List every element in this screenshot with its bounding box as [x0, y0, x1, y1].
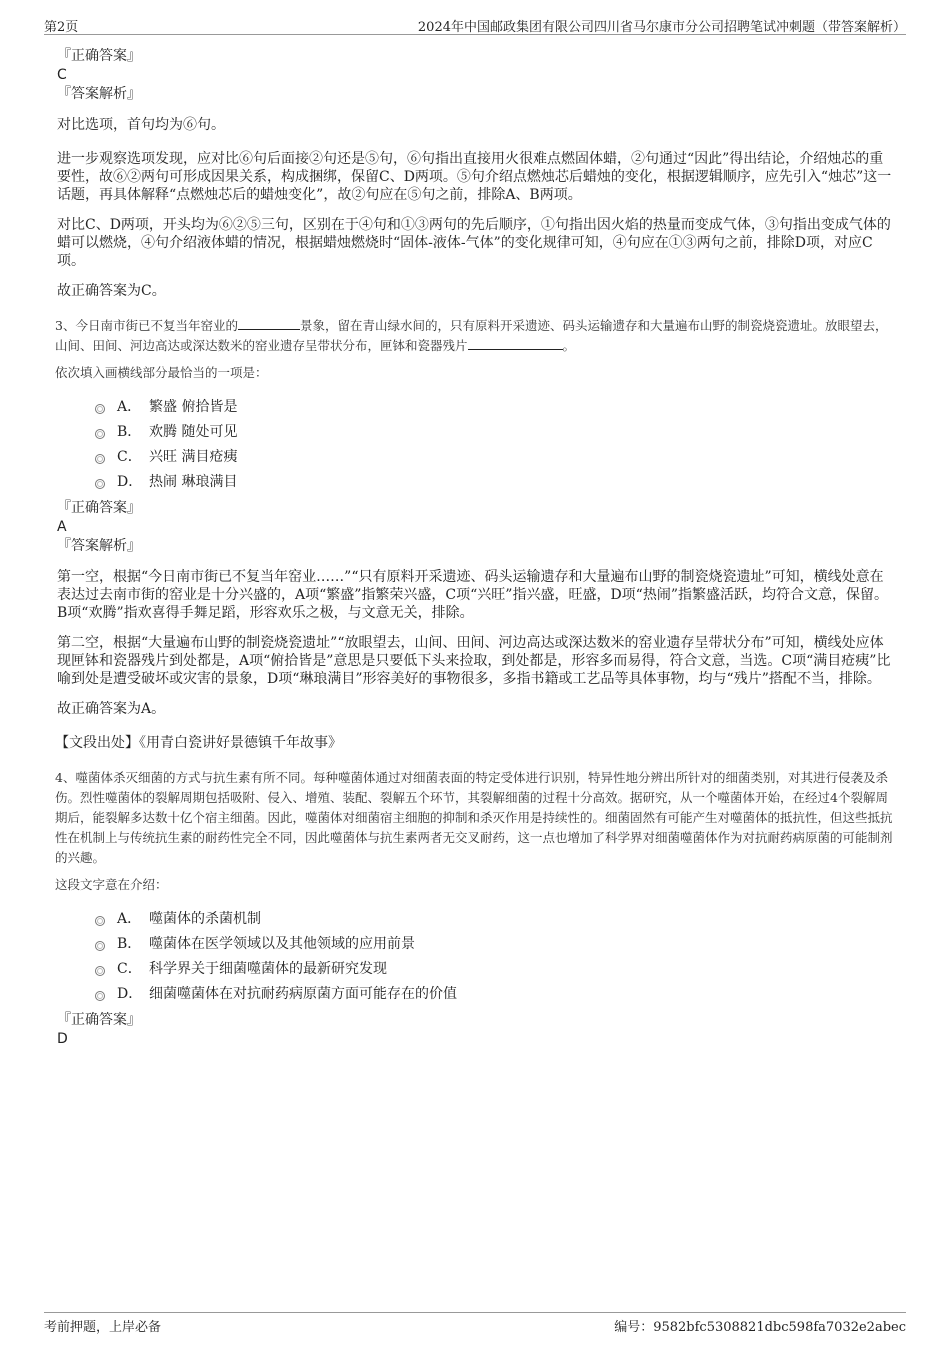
option-list — [95, 910, 895, 1010]
radio-icon[interactable] — [95, 941, 105, 951]
source-citation: 【文段出处】《用青白瓷讲好景德镇千年故事》 — [55, 735, 342, 751]
question-prompt: 这段文字意在介绍： — [55, 877, 168, 892]
answer-label: 『正确答案』 — [57, 48, 141, 64]
answer-value: D — [57, 1031, 68, 1047]
radio-icon[interactable] — [95, 991, 105, 1001]
fill-blank — [238, 317, 300, 330]
analysis-label: 『答案解析』 — [57, 538, 141, 554]
option-a[interactable]: A． 噬菌体的杀菌机制 — [95, 910, 895, 935]
page-header — [44, 14, 906, 35]
option-c[interactable]: C． 科学界关于细菌噬菌体的最新研究发现 — [95, 960, 895, 985]
page-footer — [44, 1312, 906, 1335]
option-a[interactable]: A． 繁盛 俯拾皆是 — [95, 398, 895, 423]
radio-icon[interactable] — [95, 429, 105, 439]
radio-icon[interactable] — [95, 404, 105, 414]
analysis-label: 『答案解析』 — [57, 86, 141, 102]
analysis-paragraph: 故正确答案为C。 — [57, 283, 166, 299]
footer-slogan: 考前押题，上岸必备 — [44, 1320, 162, 1335]
option-c[interactable]: C． 兴旺 满目疮痍 — [95, 448, 895, 473]
analysis-paragraph: 故正确答案为A。 — [57, 701, 166, 717]
option-b[interactable]: B． 欢腾 随处可见 — [95, 423, 895, 448]
analysis-paragraph: 第一空，根据“今日南市街已不复当年窑业……”“只有原料开采遗迹、码头运输遗存和大量遍布山野的制瓷烧瓷遗址”可知，横线处意在表达过去南市街的窑业是十分兴盛的，A项“繁盛”指繁荣兴盛，C项“兴旺”指兴盛，旺盛，D项“热闹”指繁盛活跃，均符合文意，保留。B项“欢腾”指欢喜得手舞足蹈，形容欢乐之极，与文意无关，排除。 — [57, 569, 888, 621]
option-list — [95, 398, 895, 498]
radio-icon[interactable] — [95, 454, 105, 464]
option-d[interactable]: D． 热闹 琳琅满目 — [95, 473, 895, 498]
question-stem: 4、噬菌体杀灭细菌的方式与抗生素有所不同。每种噬菌体通过对细菌表面的特定受体进行识别，特异性地分辨出所针对的细菌类别，对其进行侵袭及杀伤。烈性噬菌体的裂解周期包括吸附、侵入、增殖、装配、裂解五个环节，其裂解细菌的过程十分高效。据研究，从一个噬菌体开始，在经过4个裂解周期后，能裂解多达数十亿个宿主细菌。因此，噬菌体对细菌宿主细胞的抑制和杀灭作用是持续性的。细菌固然有可能产生对噬菌体的抵抗性，但这些抵抗性在机制上与传统抗生素的耐药性完全不同，因此噬菌体与抗生素两者无交叉耐药，这一点也增加了科学界对细菌噬菌体作为对抗耐药病原菌的可能制剂的兴趣。 — [55, 770, 893, 865]
main-content — [55, 46, 895, 1048]
radio-icon[interactable] — [95, 916, 105, 926]
question-prompt: 依次填入画横线部分最恰当的一项是： — [55, 365, 268, 380]
document-title: 2024年中国邮政集团有限公司四川省马尔康市分公司招聘笔试冲刺题（带答案解析） — [417, 20, 906, 35]
answer-label: 『正确答案』 — [57, 500, 141, 516]
option-b[interactable]: B． 噬菌体在医学领域以及其他领域的应用前景 — [95, 935, 895, 960]
answer-value: C — [57, 67, 67, 83]
analysis-paragraph: 对比选项，首句均为⑥句。 — [57, 117, 225, 133]
document-id: 编号：9582bfc5308821dbc598fa7032e2abec — [614, 1320, 906, 1335]
analysis-paragraph: 第二空，根据“大量遍布山野的制瓷烧瓷遗址”“放眼望去，山间、田间、河边高达或深达数米的窑业遗存呈带状分布”可知，横线处应体现匣钵和瓷器残片到处都是，A项“俯拾皆是”意思是只要低下头来捡取，到处都是，形容多而易得，符合文意，当选。C项“满目疮痍”比喻到处是遭受破坏或灾害的景象，D项“琳琅满目”形容美好的事物很多，多指书籍或工艺品等具体事物，均与“残片”搭配不当，排除。 — [57, 635, 891, 687]
radio-icon[interactable] — [95, 479, 105, 489]
option-d[interactable]: D． 细菌噬菌体在对抗耐药病原菌方面可能存在的价值 — [95, 985, 895, 1010]
analysis-paragraph: 进一步观察选项发现，应对比⑥句后面接②句还是⑤句，⑥句指出直接用火很难点燃固体蜡，②句通过“因此”得出结论，介绍烛芯的重要性，故⑥②两句可形成因果关系，构成捆绑，保留C、D两项。⑤句介绍点燃烛芯后蜡烛的变化，根据逻辑顺序，应先引入“烛芯”这一话题，再具体解释“点燃烛芯后的蜡烛变化”，故②句应在⑤句之前，排除A、B两项。 — [57, 151, 892, 203]
answer-label: 『正确答案』 — [57, 1012, 141, 1028]
radio-icon[interactable] — [95, 966, 105, 976]
fill-blank — [468, 337, 563, 350]
question-stem: 3、今日南市街已不复当年窑业的 景象，留在青山绿水间的，只有原料开采遗迹、码头运输遗存和大量遍布山野的制瓷烧瓷遗址。放眼望去，山间、田间、河边高达或深达数米的窑业遗存呈带状分布，匣钵和瓷器残片 。 — [55, 318, 888, 353]
analysis-paragraph: 对比C、D两项，开头均为⑥②⑤三句，区别在于④句和①③两句的先后顺序，①句指出因火焰的热量而变成气体，③句指出变成气体的蜡可以燃烧，④句介绍液体蜡的情况，根据蜡烛燃烧时“固体-液体-气体”的变化规律可知，④句应在①③两句之前，排除D项，对应C项。 — [57, 217, 891, 269]
page-number: 第2页 — [44, 20, 79, 35]
answer-value: A — [57, 519, 67, 535]
